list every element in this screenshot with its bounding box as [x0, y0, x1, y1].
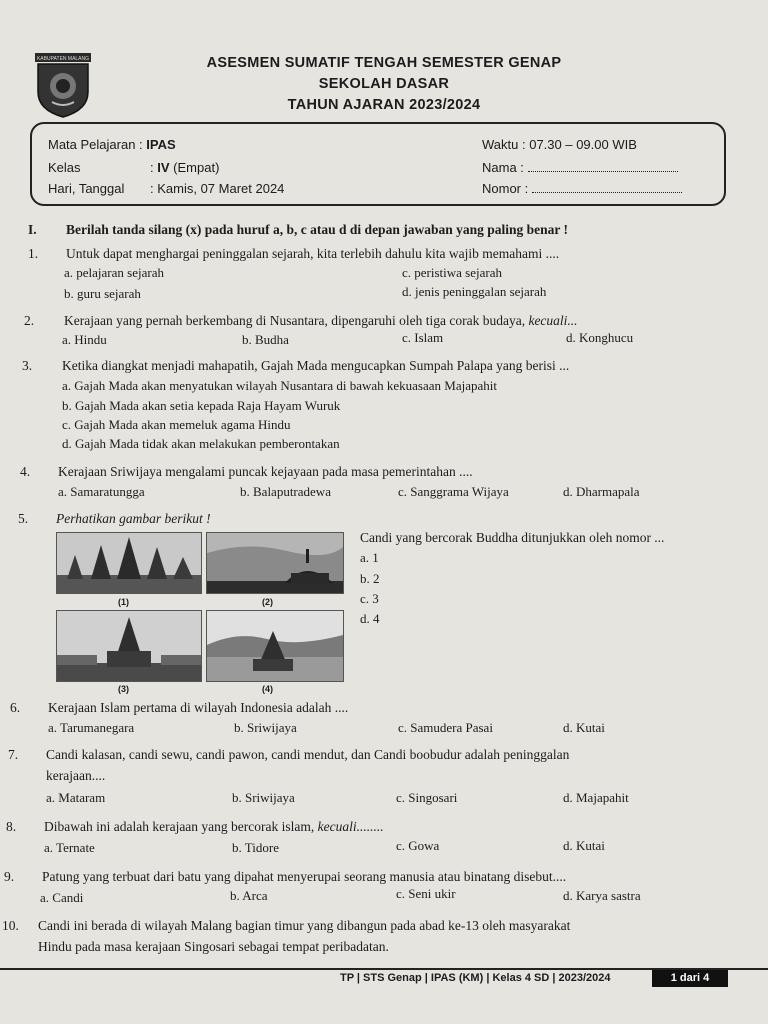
question-text-emphasis: kecuali........	[317, 819, 384, 834]
answer-option[interactable]: b. Gajah Mada akan setia kepada Raja Hayam Wuruk	[62, 398, 341, 413]
answer-option[interactable]: c. Islam	[402, 330, 444, 345]
question-text-emphasis: kecuali...	[528, 313, 578, 328]
answer-option[interactable]: a. Samaratungga	[58, 484, 145, 499]
question-number: 1.	[28, 246, 39, 261]
question-number: 3.	[22, 358, 33, 373]
class-value: IV	[157, 160, 170, 175]
header-title: ASESMEN SUMATIF TENGAH SEMESTER GENAP	[206, 55, 562, 71]
number-label: Nomor :	[482, 181, 529, 196]
header-year: TAHUN AJARAN 2023/2024	[287, 97, 481, 113]
answer-option[interactable]: d. Kutai	[563, 838, 605, 853]
question-text: Dibawah ini adalah kerajaan yang bercorak islam,	[44, 819, 315, 834]
answer-option[interactable]: a. Ternate	[44, 840, 95, 855]
answer-option[interactable]: a. Tarumanegara	[48, 720, 135, 735]
page-indicator: 1 dari 4	[652, 970, 728, 987]
temple-photo-3	[56, 610, 202, 682]
question-text: Candi kalasan, candi sewu, candi pawon, candi mendut, dan Candi boobudur adalah peninggalan	[46, 747, 570, 762]
answer-option[interactable]: c. Sanggrama Wijaya	[398, 484, 509, 499]
answer-option[interactable]: a. Mataram	[46, 790, 106, 805]
section-number: I.	[28, 222, 37, 237]
answer-option[interactable]: d. 4	[360, 611, 380, 626]
answer-option[interactable]: b. 2	[360, 571, 380, 586]
answer-option[interactable]: a. Candi	[40, 890, 84, 905]
temple-photo-2	[206, 532, 344, 594]
question-number: 6.	[10, 700, 21, 715]
question-number: 4.	[20, 464, 31, 479]
header-school: SEKOLAH DASAR	[318, 76, 450, 92]
answer-option[interactable]: a. Hindu	[62, 332, 107, 347]
question-text: Perhatikan gambar berikut !	[56, 511, 211, 526]
answer-option[interactable]: c. Seni ukir	[396, 886, 456, 901]
answer-option[interactable]: d. jenis peninggalan sejarah	[402, 284, 547, 299]
photo-caption: (1)	[118, 597, 129, 607]
time-label: Waktu :	[482, 137, 526, 152]
question-text: Candi ini berada di wilayah Malang bagian timur yang dibangun pada abad ke-13 oleh masyarakat	[38, 918, 571, 933]
photo-caption: (4)	[262, 684, 273, 694]
answer-option[interactable]: c. peristiwa sejarah	[402, 265, 502, 280]
answer-option[interactable]: d. Karya sastra	[563, 888, 641, 903]
answer-option[interactable]: c. Singosari	[396, 790, 458, 805]
date-value: : Kamis, 07 Maret 2024	[150, 181, 285, 196]
answer-option[interactable]: b. Budha	[242, 332, 289, 347]
footer-text: TP | STS Genap | IPAS (KM) | Kelas 4 SD | 2023/2024	[340, 972, 611, 984]
answer-option[interactable]: c. Samudera Pasai	[398, 720, 493, 735]
answer-option[interactable]: c. Gajah Mada akan memeluk agama Hindu	[62, 417, 291, 432]
answer-option[interactable]: d. Dharmapala	[563, 484, 640, 499]
question-number: 9.	[4, 869, 15, 884]
temple-photo-1	[56, 532, 202, 594]
subject-label: Mata Pelajaran :	[48, 137, 143, 152]
answer-option[interactable]: b. Arca	[230, 888, 268, 903]
question-text: Ketika diangkat menjadi mahapatih, Gajah Mada mengucapkan Sumpah Palapa yang berisi ...	[62, 358, 570, 373]
temple-photo-4	[206, 610, 344, 682]
section-instruction: Berilah tanda silang (x) pada huruf a, b, c atau d di depan jawaban yang paling benar !	[66, 222, 568, 237]
number-field[interactable]	[532, 182, 682, 193]
answer-option[interactable]: d. Gajah Mada tidak akan melakukan pemberontakan	[62, 436, 340, 451]
answer-option[interactable]: a. 1	[360, 550, 379, 565]
answer-option[interactable]: d. Kutai	[563, 720, 605, 735]
answer-option[interactable]: b. Balaputradewa	[240, 484, 331, 499]
question-text: Patung yang terbuat dari batu yang dipahat menyerupai seorang manusia atau binatang disebut....	[42, 869, 567, 884]
answer-option[interactable]: c. 3	[360, 591, 379, 606]
class-extra: (Empat)	[173, 160, 220, 175]
question-text: Kerajaan Islam pertama di wilayah Indonesia adalah ....	[48, 700, 349, 715]
subject-value: IPAS	[146, 137, 176, 152]
answer-option[interactable]: b. Sriwijaya	[232, 790, 295, 805]
question-text-continued: Hindu pada masa kerajaan Singosari sebagai tempat peribadatan.	[38, 939, 389, 954]
answer-option[interactable]: d. Majapahit	[563, 790, 629, 805]
question-text: Kerajaan yang pernah berkembang di Nusantara, dipengaruhi oleh tiga corak budaya,	[64, 313, 526, 328]
question-text-continued: kerajaan....	[46, 768, 106, 783]
question-number: 5.	[18, 511, 29, 526]
answer-option[interactable]: c. Gowa	[396, 838, 440, 853]
question-side-text: Candi yang bercorak Buddha ditunjukkan oleh nomor ...	[360, 530, 665, 545]
class-label: Kelas	[48, 160, 81, 175]
answer-option[interactable]: b. guru sejarah	[64, 286, 141, 301]
answer-option[interactable]: b. Tidore	[232, 840, 279, 855]
question-number: 2.	[24, 313, 35, 328]
student-info-box	[30, 122, 726, 206]
question-number: 8.	[6, 819, 17, 834]
svg-text:KABUPATEN MALANG: KABUPATEN MALANG	[36, 56, 90, 62]
date-label: Hari, Tanggal	[48, 181, 125, 196]
answer-option[interactable]: b. Sriwijaya	[234, 720, 297, 735]
photo-caption: (2)	[262, 597, 273, 607]
question-number: 10.	[2, 918, 19, 933]
name-field[interactable]	[528, 161, 678, 172]
answer-option[interactable]: a. pelajaran sejarah	[64, 265, 164, 280]
class-colon: :	[150, 160, 154, 175]
question-number: 7.	[8, 747, 19, 762]
question-text: Untuk dapat menghargai peninggalan sejarah, kita terlebih dahulu kita wajib memahami ....	[66, 246, 560, 261]
name-label: Nama :	[482, 160, 524, 175]
time-value: 07.30 – 09.00 WIB	[529, 137, 637, 152]
question-text: Kerajaan Sriwijaya mengalami puncak kejayaan pada masa pemerintahan ....	[58, 464, 473, 479]
answer-option[interactable]: d. Konghucu	[566, 330, 634, 345]
answer-option[interactable]: a. Gajah Mada akan menyatukan wilayah Nusantara di bawah kekuasaan Majapahit	[62, 378, 497, 393]
photo-caption: (3)	[118, 684, 129, 694]
